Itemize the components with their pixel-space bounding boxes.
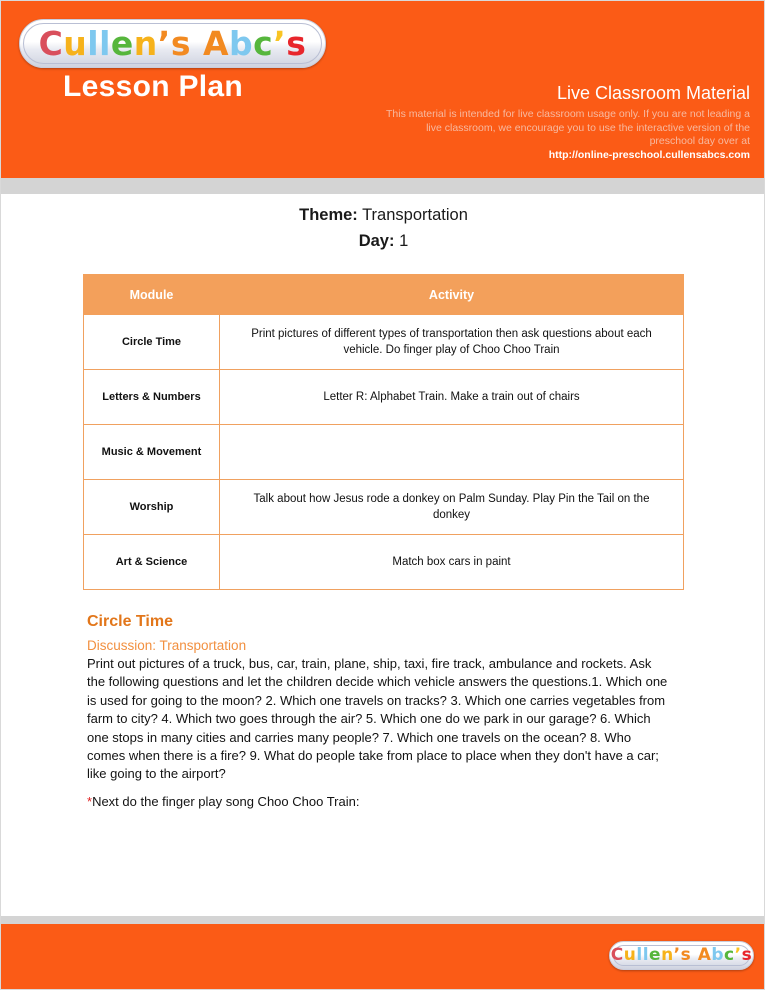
logo-letter-3: l xyxy=(99,24,111,63)
logo-letter-10: b xyxy=(229,24,254,63)
logo-letter-4: e xyxy=(110,24,134,63)
logo-letter-0: C xyxy=(38,24,64,63)
day-value: 1 xyxy=(399,232,409,250)
section-subheading-discussion: Discussion: Transportation xyxy=(87,638,247,653)
cell-activity: Talk about how Jesus rode a donkey on Palm Sunday. Play Pin the Tail on the donkey xyxy=(220,480,684,535)
cell-module: Letters & Numbers xyxy=(84,370,220,425)
cell-activity xyxy=(220,425,684,480)
footer-brand-logo-text xyxy=(611,947,752,964)
live-classroom-description xyxy=(380,108,750,162)
table-header-row xyxy=(84,275,684,315)
footer-brand-logo[interactable] xyxy=(609,941,754,970)
column-header-module: Module xyxy=(84,275,220,315)
table-row xyxy=(84,480,684,535)
logo-letter-8 xyxy=(191,27,203,60)
logo-letter-7: s xyxy=(170,24,191,63)
logo-letter-3: l xyxy=(642,945,650,965)
logo-letter-12: ’ xyxy=(734,945,742,965)
cell-module: Music & Movement xyxy=(84,425,220,480)
cell-module: Worship xyxy=(84,480,220,535)
brand-logo-text xyxy=(38,24,307,63)
logo-letter-11: c xyxy=(253,24,274,63)
section-body-paragraph: Print out pictures of a truck, bus, car, train, plane, ship, taxi, fire track, ambulance and rockets. Ask the following questions and let the children decide which vehicle answers the questions.1. Which one is used for going to the moon? 2. Which one travels on tracks? 3. Which one carries vegetables from farm to city? 4. Which two goes through the air? 5. Which one do we park in our garage? 6. Which one stops in many cities and carries many people? 7. Which one travels on the ocean? 8. Who comes when there is a fire? 9. What do people take from place to place when they don't have a car; like going to the airport? xyxy=(87,656,668,782)
note-asterisk: * xyxy=(87,794,93,809)
logo-letter-1: u xyxy=(63,24,88,63)
logo-letter-12: ’ xyxy=(273,24,287,63)
live-classroom-heading: Live Classroom Material xyxy=(556,83,750,103)
cell-module: Circle Time xyxy=(84,315,220,370)
brand-logo[interactable] xyxy=(19,19,326,68)
live-classroom-description-text: This material is intended for live classroom usage only. If you are not leading a live classroom, we encourage you to use the interactive version of the preschool day over at xyxy=(386,108,750,147)
online-preschool-url[interactable]: http://online-preschool.cullensabcs.com xyxy=(548,148,750,161)
day-label: Day: xyxy=(358,232,395,250)
cell-activity: Match box cars in paint xyxy=(220,535,684,590)
logo-letter-1: u xyxy=(623,945,637,965)
table-row xyxy=(84,315,684,370)
logo-letter-2: l xyxy=(87,24,100,63)
note-text: Next do the finger play song Choo Choo Train: xyxy=(92,794,360,809)
table-body xyxy=(84,315,684,590)
footer-gray-divider xyxy=(1,916,765,924)
lesson-schedule-table xyxy=(83,274,684,590)
theme-value: Transportation xyxy=(362,206,468,224)
logo-letter-10: b xyxy=(711,945,725,965)
logo-letter-6: ’ xyxy=(157,24,171,63)
header-gray-divider xyxy=(1,178,765,194)
logo-letter-9: A xyxy=(697,945,712,965)
section-heading-circle-time: Circle Time xyxy=(87,613,173,630)
column-header-activity: Activity xyxy=(220,275,684,315)
theme-label: Theme: xyxy=(299,206,358,224)
cell-module: Art & Science xyxy=(84,535,220,590)
logo-letter-2: l xyxy=(636,945,643,965)
table-row xyxy=(84,370,684,425)
cell-activity: Letter R: Alphabet Train. Make a train out of chairs xyxy=(220,370,684,425)
table-row xyxy=(84,425,684,480)
finger-play-note xyxy=(87,794,359,809)
logo-letter-5: n xyxy=(661,945,674,965)
logo-letter-0: C xyxy=(610,945,624,965)
theme-line xyxy=(1,206,765,225)
logo-letter-9: A xyxy=(203,24,230,63)
logo-letter-4: e xyxy=(649,945,662,965)
cell-activity: Print pictures of different types of transportation then ask questions about each vehicle. Do finger play of Choo Choo Train xyxy=(220,315,684,370)
logo-letter-11: c xyxy=(724,945,735,965)
logo-letter-5: n xyxy=(133,24,158,63)
logo-letter-13: s xyxy=(741,945,753,965)
table-head xyxy=(84,275,684,315)
page-title: Lesson Plan xyxy=(63,70,244,103)
logo-letter-6: ’ xyxy=(673,945,681,965)
logo-letter-7: s xyxy=(680,945,692,965)
logo-letter-13: s xyxy=(286,24,307,63)
day-line xyxy=(1,232,765,251)
table-row xyxy=(84,535,684,590)
